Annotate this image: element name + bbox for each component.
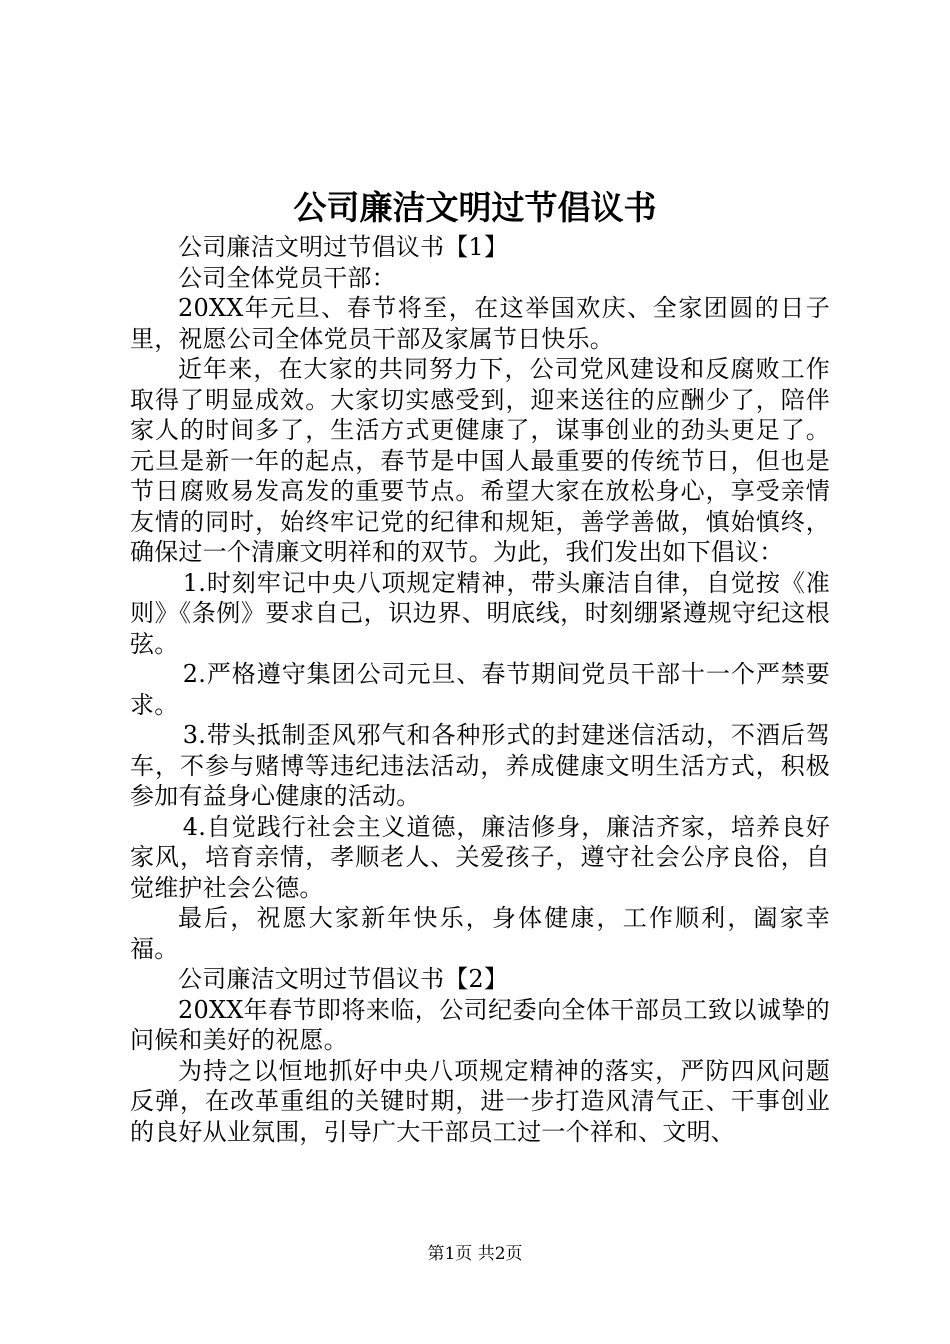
paragraph-background: 近年来，在大家的共同努力下，公司党风建设和反腐败工作取得了明显成效。大家切实感受到，迎来送往的应酬少了，陪伴家人的时间多了，生活方式更健康了，谋事创业的劲头更足了。元旦是新一年的起点，春节是中国人最重要的传统节日，但也是节日腐败易发高发的重要节点。希望大家在放松身心，享受亲情友情的同时，始终牢记党的纪律和规矩，善学善做，慎始慎终，确保过一个清廉文明祥和的双节。为此，我们发出如下倡议：	[130, 355, 830, 566]
paragraph-closing: 最后，祝愿大家新年快乐，身体健康，工作顺利，阖家幸福。	[130, 904, 830, 963]
paragraph-greeting: 20XX年元旦、春节将至，在这举国欢庆、全家团圆的日子里，祝愿公司全体党员干部及家属节日快乐。	[130, 294, 830, 353]
proposal-item-1: 1.时刻牢记中央八项规定精神，带头廉洁自律，自觉按《准则》《条例》要求自己，识边界、明底线，时刻绷紧遵规守纪这根弦。	[130, 568, 830, 658]
section-heading-1: 公司廉洁文明过节倡议书【1】	[178, 233, 509, 261]
paragraph-purpose: 为持之以恒地抓好中央八项规定精神的落实，严防四风问题反弹，在改革重组的关键时期，进一步打造风清气正、干事创业的良好从业氛围，引导广大干部员工过一个祥和、文明、	[130, 1056, 830, 1146]
proposal-item-3: 3.带头抵制歪风邪气和各种形式的封建迷信活动，不酒后驾车，不参与赌博等违纪违法活动，养成健康文明生活方式，积极参加有益身心健康的活动。	[130, 721, 830, 810]
document-title: 公司廉洁文明过节倡议书	[293, 188, 657, 227]
document-body	[130, 232, 830, 1147]
proposal-item-2: 2.严格遵守集团公司元旦、春节期间党员干部十一个严禁要求。	[130, 660, 830, 719]
page-footer: 第1页 共2页	[427, 1244, 523, 1264]
proposal-item-4: 4.自觉践行社会主义道德，廉洁修身，廉洁齐家，培养良好家风，培育亲情，孝顺老人、关爱孩子，遵守社会公序良俗，自觉维护社会公德。	[130, 812, 830, 902]
section-heading-2: 公司廉洁文明过节倡议书【2】	[178, 965, 509, 993]
salutation: 公司全体党员干部：	[178, 263, 396, 292]
paragraph-greeting-2: 20XX年春节即将来临，公司纪委向全体干部员工致以诚挚的问候和美好的祝愿。	[130, 995, 830, 1054]
